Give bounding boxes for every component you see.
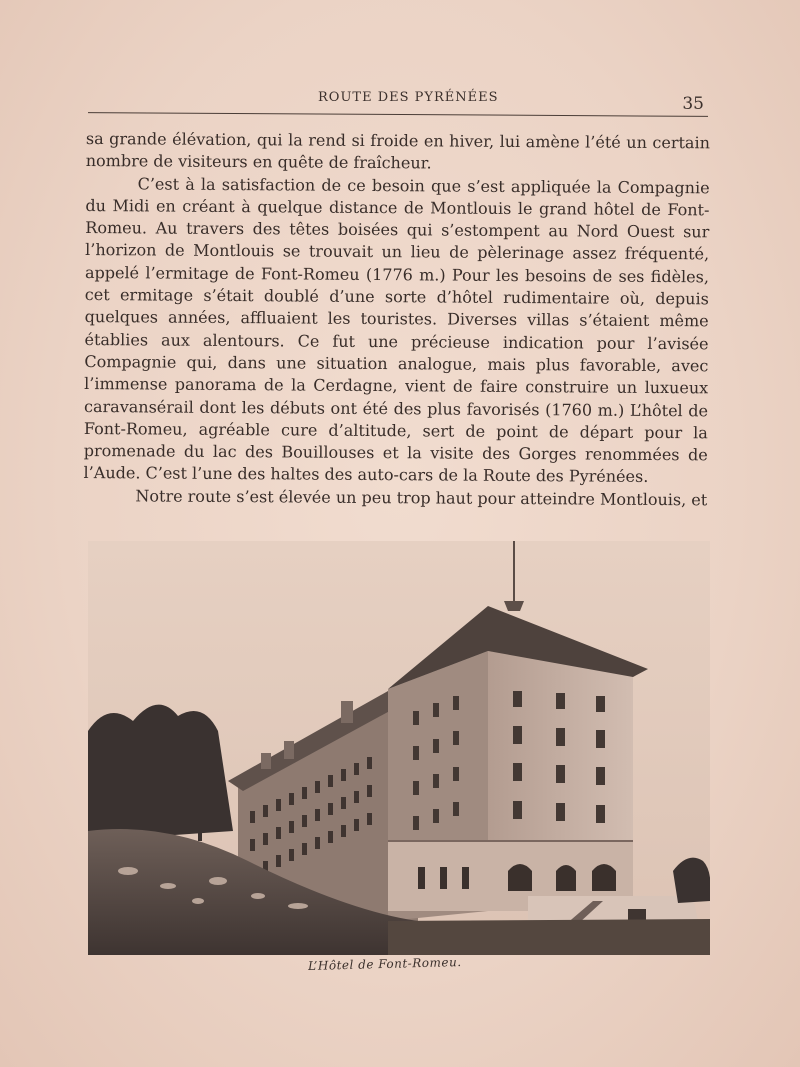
running-header [88, 88, 708, 122]
paragraph-3: Notre route s’est élevée un peu trop haut pour atteindre Montlouis, et [135, 486, 708, 510]
page-number: 35 [682, 94, 704, 114]
paragraph-1: sa grande élévation, qui la rend si froide en hiver, lui amène l’été un certain nombre de visiteurs en quête de fraîcheur. [85, 128, 710, 173]
hotel-photograph [88, 541, 710, 955]
paragraph-2: C’est à la satisfaction de ce besoin que s’est appliquée la Compagnie du Midi en créant à quelque distance de Montlouis le grand hôtel de Font-Romeu. Au travers des têtes boisées qui s’estompent au Nord Ouest sur l’horizon de Montlouis se trouvait un lieu de pèlerinage assez fréquenté, appelé l’ermitage de Font-Romeu (1776 m.) Pour les besoins de ses fidèles, cet ermitage s’était doublé d’une sorte d’hôtel rudimentaire où, depuis quelques années, affluaient les touristes. Diverses villas s’étaient même établies aux alentours. Ce fut une précieuse indication pour l’avisée Compagnie qui, dans une situation analogue, mais plus favorable, avec l’immense panorama de la Cerdagne, vient de faire construire un luxueux caravansérail dont les débuts ont été des plus favorisés (1760 m.) L’hôtel de Font-Romeu, agréable cure d’altitude, sert de point de départ pour la promenade du lac des Bouillouses et la visite des Gorges renommées de l’Aude. C’est l’une des haltes des auto-cars de la Route des Pyrénées. [83, 173, 710, 487]
hotel-illustration [88, 541, 710, 955]
running-title: ROUTE DES PYRÉNÉES [318, 90, 499, 105]
header-rule [88, 112, 708, 117]
body-text [83, 128, 710, 511]
caption-text: L’Hôtel de Font-Romeu. [308, 954, 462, 974]
photo-caption [0, 954, 800, 974]
